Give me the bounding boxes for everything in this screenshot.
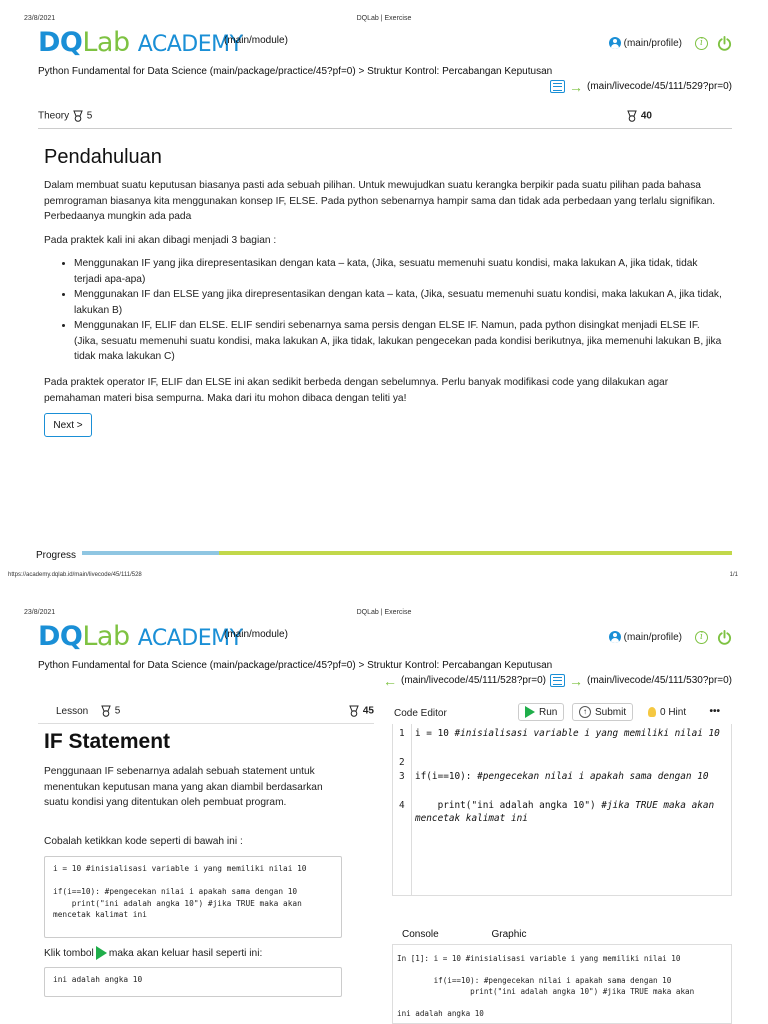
- page-title: Pendahuluan: [44, 146, 162, 168]
- profile-label: (main/profile): [623, 37, 682, 49]
- info-icon[interactable]: i: [695, 37, 708, 50]
- print-footer: [0, 570, 768, 582]
- lesson-intro: Penggunaan IF sebenarnya adalah sebuah statement untuk menentukan keputusan mana yang akan diambil berdasarkan suatu kondisi yang ditentukan oleh pembuat program.: [44, 766, 323, 808]
- medal-icon: [348, 705, 360, 717]
- code-sample: i = 10 #inisialisasi variable i yang memiliki nilai 10 if(i==10): #pengecekan nilai i apakah sama dengan 10 print("ini adalah angka 10") #jika TRUE maka akan mencetak kalimat ini: [44, 856, 342, 938]
- breadcrumb[interactable]: Python Fundamental for Data Science (main/package/practice/45?pf=0) > Struktur Kontrol: Percabangan Keputusan: [38, 66, 553, 77]
- lesson-bullets: [60, 256, 724, 365]
- next-lesson-link[interactable]: (main/livecode/45/111/529?pr=0): [587, 81, 732, 92]
- print-title: DQLab | Exercise: [356, 609, 412, 616]
- power-icon[interactable]: [717, 36, 732, 51]
- lesson-title: IF Statement: [44, 730, 171, 753]
- progress-bar: [82, 551, 732, 555]
- score-value: 45: [362, 705, 374, 717]
- theory-count: 5: [86, 110, 93, 122]
- print-header: [0, 606, 768, 620]
- lesson-bar: [38, 702, 374, 724]
- info-icon[interactable]: i: [695, 631, 708, 644]
- hint-label: 0 Hint: [660, 706, 687, 718]
- lightbulb-icon: [648, 707, 656, 717]
- dqlab-logo[interactable]: DQLab ACADEMY: [38, 621, 243, 652]
- arrow-left-icon[interactable]: ←: [383, 672, 397, 689]
- lesson-nav: [550, 80, 732, 93]
- print-date: 23/8/2021: [24, 609, 56, 616]
- submit-label: Submit: [595, 706, 627, 718]
- lesson-subtitle: Pada praktek kali ini akan dibagi menjadi 3 bagian :: [44, 235, 277, 246]
- list-item: • Menggunakan IF dan ELSE yang jika direpresentasikan dengan kata – kata, (Jika, sesuatu memenuhi suatu kondisi, maka lakukan A, jika tidak, lakukan B): [74, 287, 724, 318]
- lesson-nav: [383, 674, 732, 687]
- lesson-count-group: [100, 705, 120, 717]
- editor-toolbar: [384, 703, 732, 725]
- list-item: • Menggunakan IF yang jika direpresentasikan dengan kata – kata, (Jika, sesuatu memenuhi suatu kondisi, maka lakukan A, jika tidak, tidak terjadi apa-apa): [74, 256, 724, 287]
- score: [348, 705, 374, 717]
- score-value: 40: [640, 110, 652, 122]
- lesson-label: Lesson: [56, 706, 89, 717]
- score: [626, 110, 652, 122]
- editor-label: Code Editor: [394, 708, 447, 719]
- theory-bar: [38, 110, 732, 128]
- output-sample: ini adalah angka 10: [44, 967, 342, 997]
- run-button[interactable]: [518, 703, 564, 721]
- user-icon: [609, 37, 621, 49]
- medal-icon: [100, 705, 112, 717]
- tab-console[interactable]: Console: [402, 929, 439, 940]
- divider: [38, 128, 732, 129]
- lesson-outro: Pada praktek operator IF, ELIF dan ELSE ini akan sedikit berbeda dengan sebelumnya. Perlu banyak modifikasi code yang dilakukan agar pemahaman materi bisa sempurna. Maka dari itu mohon dibaca dengan teliti ya!: [44, 377, 669, 404]
- arrow-right-icon[interactable]: →: [569, 78, 583, 95]
- user-icon: [609, 631, 621, 643]
- prev-lesson-link[interactable]: (main/livecode/45/111/528?pr=0): [401, 675, 546, 686]
- lesson-list-icon[interactable]: [550, 674, 565, 687]
- submit-button[interactable]: [572, 703, 633, 721]
- console-tabs: [402, 929, 527, 940]
- next-lesson-link[interactable]: (main/livecode/45/111/530?pr=0): [587, 675, 732, 686]
- theory-label: Theory: [38, 110, 70, 122]
- run-instruction-before: Klik tombol: [44, 948, 94, 959]
- hint-button[interactable]: [642, 703, 692, 721]
- next-button[interactable]: Next >: [44, 413, 92, 437]
- list-item: • Menggunakan IF, ELIF dan ELSE. ELIF sendiri sebenarnya sama persis dengan ELSE IF. Namun, pada python disingkat menjadi ELSE IF. (Jika, sesuatu memenuhi suatu kondisi, maka lakukan A, jika tidak, lakukan pengecekan pada kondisi berikutnya, jika memenuhi lakukan B, jika tidak maka lakukan C): [74, 318, 724, 365]
- print-date: 23/8/2021: [24, 15, 56, 22]
- console-output: In [1]: i = 10 #inisialisasi variable i yang memiliki nilai 10 if(i==10): #pengecekan nilai i apakah sama dengan 10 print("ini adalah angka 10") #jika TRUE maka akan ini adalah angka 10: [392, 944, 732, 1024]
- lesson-instruction: Cobalah ketikkan kode seperti di bawah ini :: [44, 836, 243, 847]
- module-link[interactable]: (main/module): [224, 629, 288, 640]
- play-icon: [525, 706, 535, 718]
- tab-graphic[interactable]: Graphic: [491, 929, 527, 940]
- run-label: Run: [539, 706, 558, 718]
- print-header: [0, 12, 768, 26]
- medal-icon: [626, 110, 638, 122]
- upload-icon: ↑: [579, 706, 591, 718]
- lesson-count: 5: [114, 705, 121, 717]
- module-link[interactable]: (main/module): [224, 35, 288, 46]
- more-options-icon[interactable]: •••: [709, 706, 720, 717]
- print-title: DQLab | Exercise: [356, 15, 412, 22]
- breadcrumb[interactable]: Python Fundamental for Data Science (main/package/practice/45?pf=0) > Struktur Kontrol: Percabangan Keputusan: [38, 660, 553, 671]
- progress-label: Progress: [36, 550, 77, 561]
- run-instruction: [44, 946, 344, 962]
- lesson-intro: Dalam membuat suatu keputusan biasanya pasti ada sebuah pilihan. Untuk mewujudkan suatu kerangka berpikir pada suatu pilihan pada bahasa pemrograman biasanya kita menggunakan konsep IF, ELSE. Pada python sebenarnya hampir sama dan tidak ada perbedaan yang terlalu signifikan. Perbedaanya mungkin ada pada: [44, 180, 716, 222]
- medal-icon: [72, 110, 84, 122]
- profile-label: (main/profile): [623, 631, 682, 643]
- progress-fill: [82, 551, 219, 555]
- arrow-right-icon[interactable]: →: [569, 672, 583, 689]
- code-editor[interactable]: 1 i = 10 #inisialisasi variable i yang memiliki nilai 10 2 3 if(i==10): #pengecekan nilai i apakah sama dengan 10 4 print("ini adalah angka 10") #jika TRUE maka akan mencetak kalimat ini: [392, 724, 732, 896]
- profile-link[interactable]: [609, 37, 682, 49]
- power-icon[interactable]: [717, 630, 732, 645]
- lesson-list-icon[interactable]: [550, 80, 565, 93]
- play-icon: [96, 946, 107, 960]
- profile-link[interactable]: [609, 631, 682, 643]
- print-url: https://academy.dqlab.id/main/livecode/45/111/528: [8, 572, 142, 578]
- dqlab-logo[interactable]: DQLab ACADEMY: [38, 27, 243, 58]
- run-instruction-after: maka akan keluar hasil seperti ini:: [108, 948, 263, 959]
- print-page: 1/1: [729, 572, 738, 578]
